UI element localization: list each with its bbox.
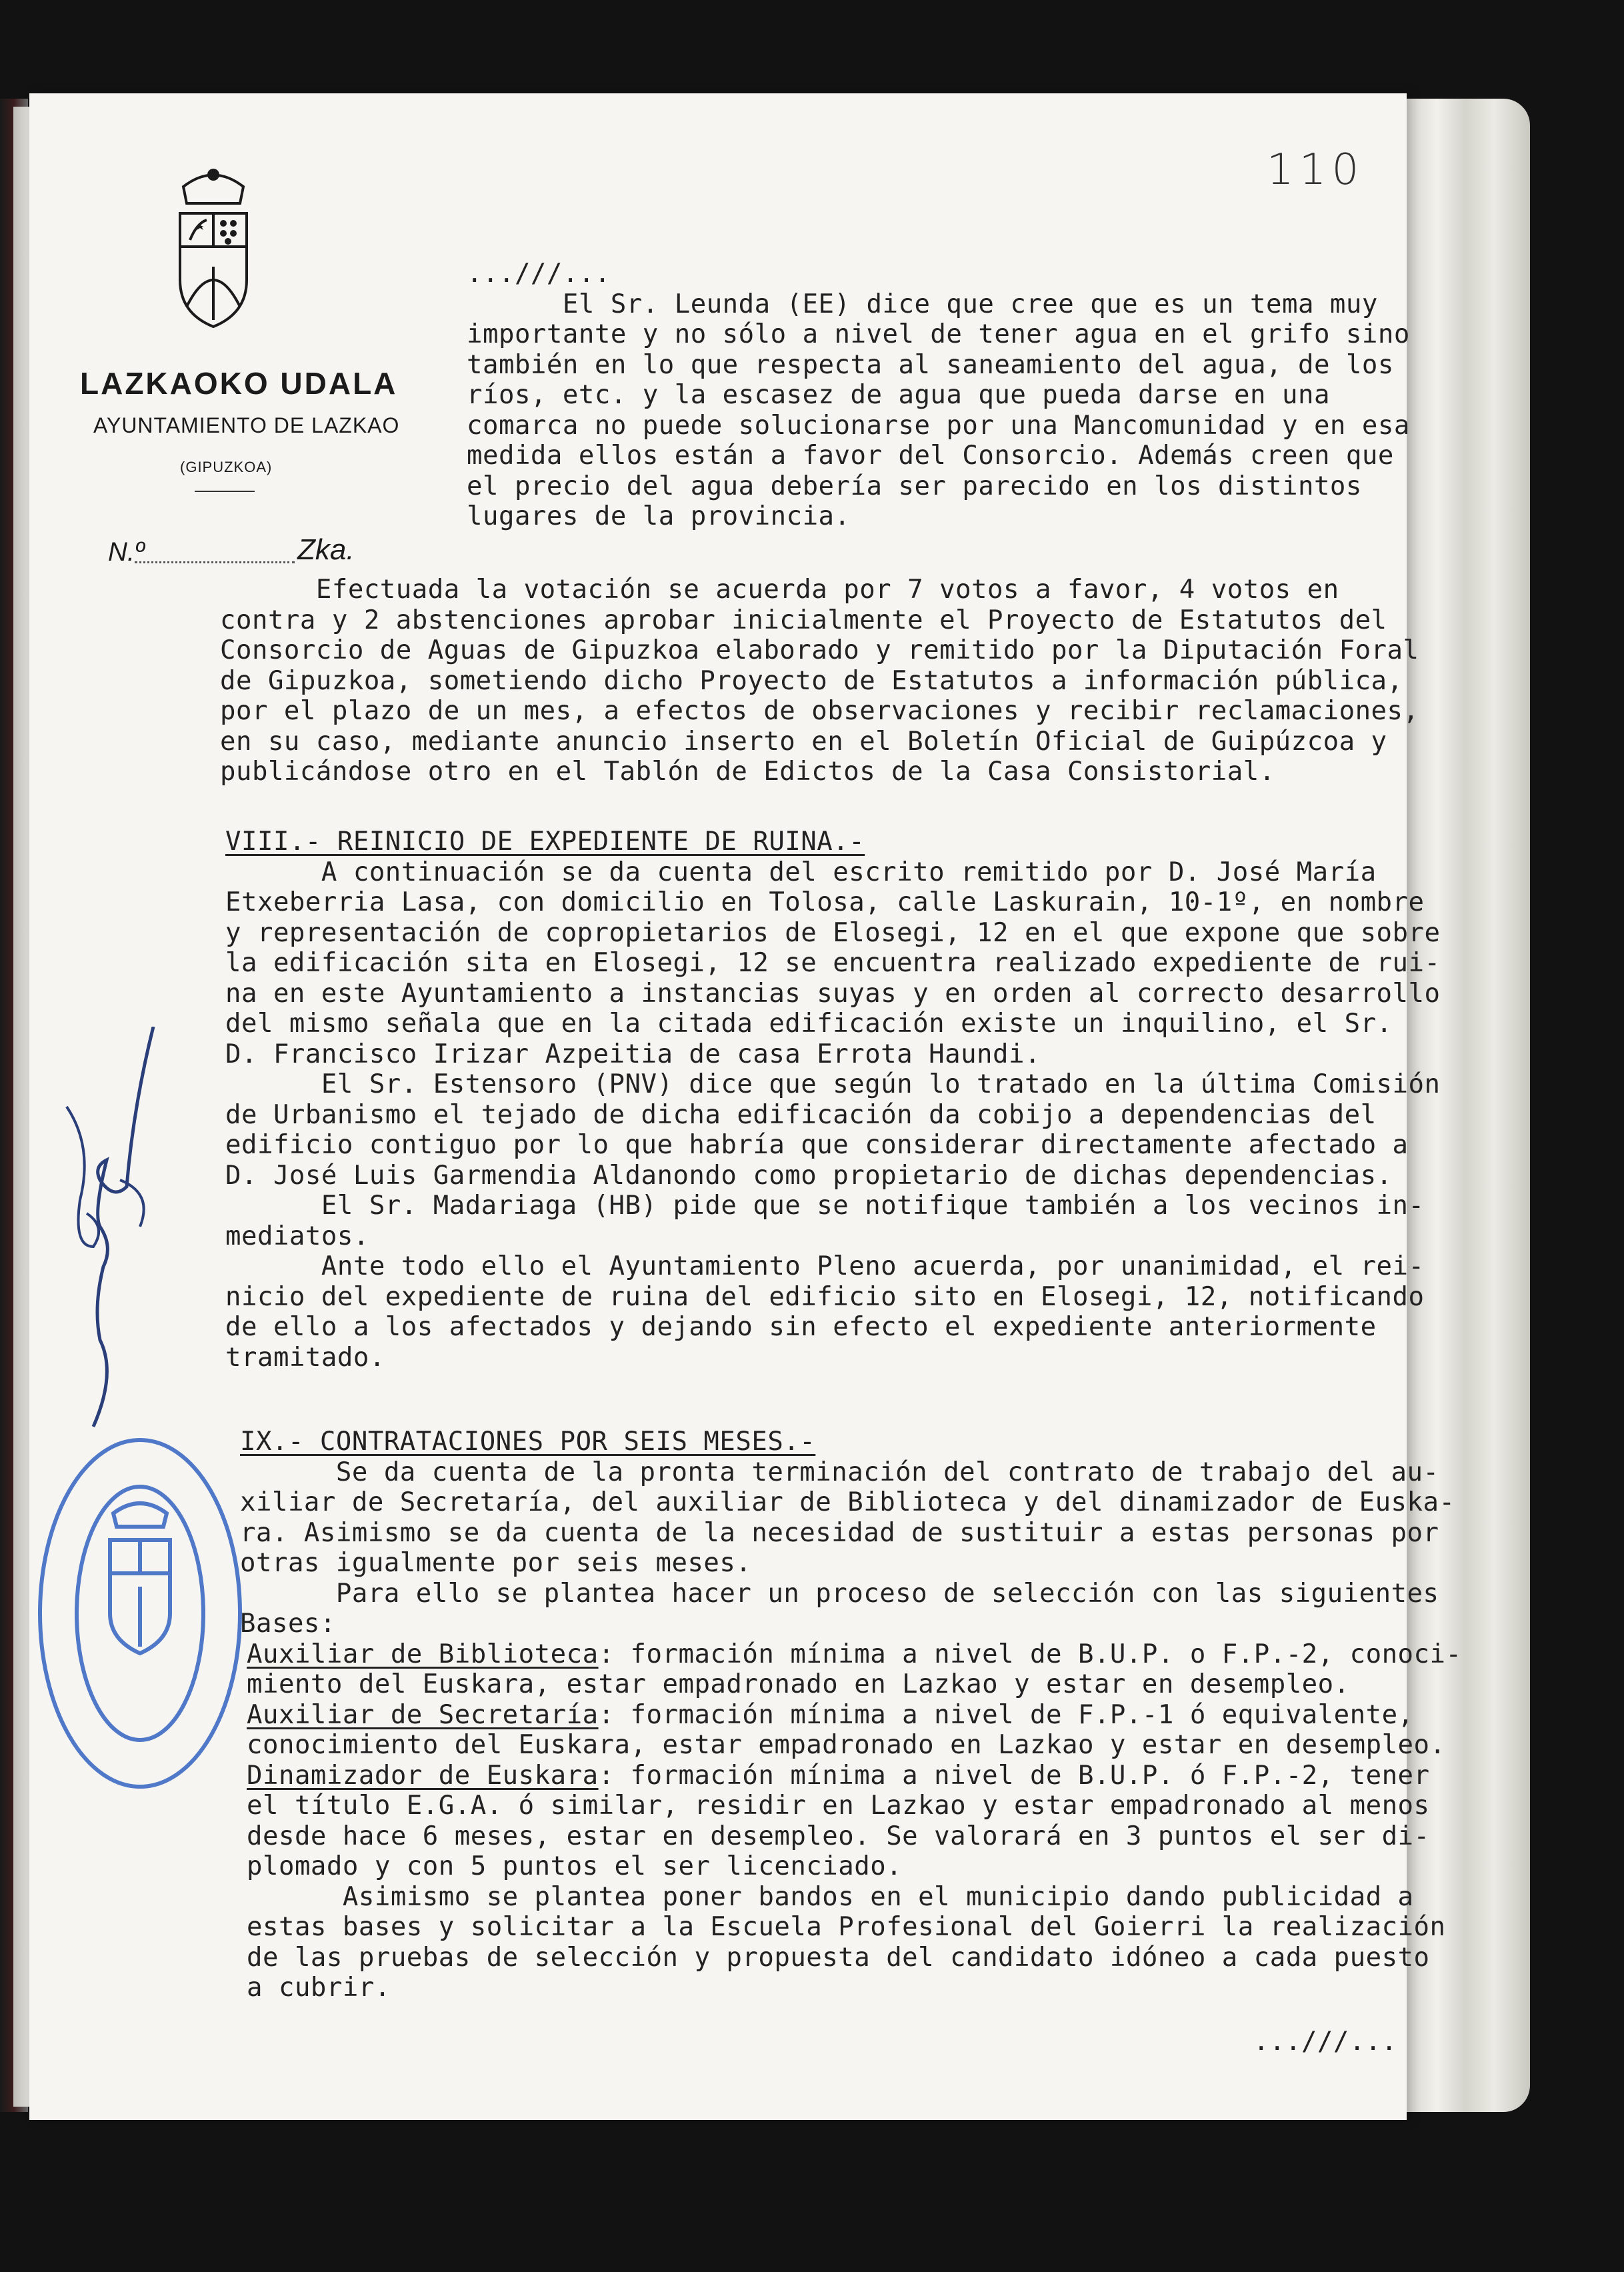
text-line: la edificación sita en Elosegi, 12 se encuentra realizado expediente de rui- (225, 948, 1441, 978)
text-line: medida ellos están a favor del Consorcio. Además creen que (467, 441, 1394, 471)
text-line: Para ello se plantea hacer un proceso de selección con las siguientes (240, 1578, 1439, 1609)
bases-line (247, 1791, 1430, 1821)
bases-text: miento del Euskara, estar empadronado en Lazkao y estar en desempleo. (247, 1669, 1350, 1699)
text-line: El Sr. Leunda (EE) dice que cree que es un tema muy (467, 289, 1378, 319)
number-label: N.º (108, 537, 145, 567)
bases-line (247, 1700, 1414, 1730)
text-line: del mismo señala que en la citada edificación existe un inquilino, el Sr. (225, 1009, 1393, 1039)
text-line: lugares de la provincia. (467, 501, 851, 531)
text-line: contra y 2 abstenciones aprobar inicialmente el Proyecto de Estatutos del (220, 605, 1387, 635)
letterhead-subtitle: AYUNTAMIENTO DE LAZKAO (93, 413, 400, 437)
text-line: estas bases y solicitar a la Escuela Profesional del Goierri la realización (247, 1912, 1446, 1942)
bases-label: Auxiliar de Secretaría (247, 1699, 599, 1730)
text-line: de ello a los afectados y dejando sin efecto el expediente anteriormente (225, 1312, 1377, 1342)
bases-line (247, 1730, 1446, 1760)
text-line: por el plazo de un mes, a efectos de observaciones y recibir reclamaciones, (220, 696, 1419, 726)
text-line: también en lo que respecta al saneamiento del agua, de los (467, 349, 1394, 380)
bases-line (247, 1851, 902, 1881)
bases-line (247, 1669, 1350, 1699)
text-line: D. Francisco Irizar Azpeitia de casa Errota Haundi. (225, 1039, 1041, 1069)
text-line: de Gipuzkoa, sometiendo dicho Proyecto de Estatutos a información pública, (220, 665, 1403, 696)
text-line: A continuación se da cuenta del escrito remitido por D. José María (225, 857, 1377, 887)
text-line: na en este Ayuntamiento a instancias suyas y en orden al correcto desarrollo (225, 978, 1441, 1009)
text-line: importante y no sólo a nivel de tener agua en el grifo sino (467, 319, 1410, 349)
bases-text: conocimiento del Euskara, estar empadronado en Lazkao y estar en desempleo. (247, 1730, 1446, 1760)
text-line: D. José Luis Garmendia Aldanondo como propietario de dichas dependencias. (225, 1160, 1393, 1191)
text-line: a cubrir. (247, 1973, 391, 2003)
text-line: edificio contiguo por lo que habría que considerar directamente afectado a (225, 1130, 1409, 1160)
text-line: otras igualmente por seis meses. (240, 1548, 752, 1578)
signature-icon (53, 1027, 187, 1440)
text-line: ra. Asimismo se da cuenta de la necesidad de sustituir a estas personas por (240, 1517, 1439, 1548)
coat-of-arms-icon (73, 167, 420, 447)
text-line: Se da cuenta de la pronta terminación del contrato de trabajo del au- (240, 1457, 1439, 1487)
text-line: de las pruebas de selección y propuesta del candidato idóneo a cada puesto (247, 1942, 1430, 1973)
bases-text: desde hace 6 meses, estar en desempleo. Se valorará en 3 puntos el ser di- (247, 1821, 1430, 1851)
text-line: Asimismo se plantea poner bandos en el municipio dando publicidad a (247, 1881, 1414, 1912)
bases-text: plomado y con 5 puntos el ser licenciado. (247, 1851, 903, 1881)
text-line: Ante todo ello el Ayuntamiento Pleno acuerda, por unanimidad, el rei- (225, 1251, 1425, 1281)
text-line: publicándose otro en el Tablón de Edictos de la Casa Consistorial. (220, 757, 1275, 787)
official-stamp-icon (27, 1427, 253, 1800)
letterhead-title: LAZKAOKO UDALA (80, 366, 398, 401)
text-line: y representación de copropietarios de Elosegi, 12 en el que expone que sobre (225, 917, 1441, 948)
text-line: Consorcio de Aguas de Gipuzkoa elaborado y remitido por la Diputación Foral (220, 635, 1419, 665)
text-line: comarca no puede solucionarse por una Mancomunidad y en esa (467, 410, 1410, 441)
bases-line (247, 1821, 1430, 1851)
bases-text: : formación mínima a nivel de F.P.-1 ó equivalente, (598, 1699, 1414, 1730)
continuation-mark: ...///... (467, 259, 611, 289)
text-line: El Sr. Estensoro (PNV) dice que según lo tratado en la última Comisión (225, 1069, 1441, 1099)
page-number: 110 (1267, 145, 1365, 195)
bases-label: Auxiliar de Biblioteca (247, 1639, 599, 1669)
bases-text: el título E.G.A. ó similar, residir en Lazkao y estar empadronado al menos (247, 1791, 1430, 1821)
text-line: ríos, etc. y la escasez de agua que pueda darse en una (467, 380, 1330, 410)
zka-label: Zka. (297, 533, 355, 566)
text-line: en su caso, mediante anuncio inserto en el Boletín Oficial de Guipúzcoa y (220, 726, 1387, 757)
bases-line (247, 1761, 1430, 1791)
text-line: Etxeberria Lasa, con domicilio en Tolosa, calle Laskurain, 10-1º, en nombre (225, 887, 1425, 917)
text-line: nicio del expediente de ruina del edificio sito en Elosegi, 12, notificando (225, 1281, 1425, 1312)
text-line: El Sr. Madariaga (HB) pide que se notifique también a los vecinos in- (225, 1191, 1425, 1221)
continuation-mark: ...///... (1253, 2027, 1397, 2057)
section-heading: IX.- CONTRATACIONES POR SEIS MESES.- (240, 1427, 816, 1457)
bases-text: : formación mínima a nivel de B.U.P. o F.P.-2, conoci- (598, 1639, 1462, 1669)
text-line: tramitado. (225, 1342, 385, 1373)
number-field-line (135, 561, 295, 563)
bases-text: : formación mínima a nivel de B.U.P. ó F.P.-2, tener (598, 1760, 1430, 1791)
text-line: Bases: (240, 1609, 336, 1639)
section-heading: VIII.- REINICIO DE EXPEDIENTE DE RUINA.- (225, 827, 865, 857)
text-line: de Urbanismo el tejado de dicha edificación da cobijo a dependencias del (225, 1099, 1377, 1130)
letterhead-province: (GIPUZKOA) (180, 459, 273, 475)
bases-label: Dinamizador de Euskara (247, 1760, 599, 1791)
text-line: xiliar de Secretaría, del auxiliar de Biblioteca y del dinamizador de Euska- (240, 1487, 1455, 1517)
text-line: el precio del agua debería ser parecido en los distintos (467, 471, 1362, 501)
bases-line (247, 1639, 1461, 1669)
letterhead-divider (195, 491, 255, 492)
text-line: Efectuada la votación se acuerda por 7 votos a favor, 4 votos en (220, 575, 1339, 605)
text-line: mediatos. (225, 1221, 369, 1251)
